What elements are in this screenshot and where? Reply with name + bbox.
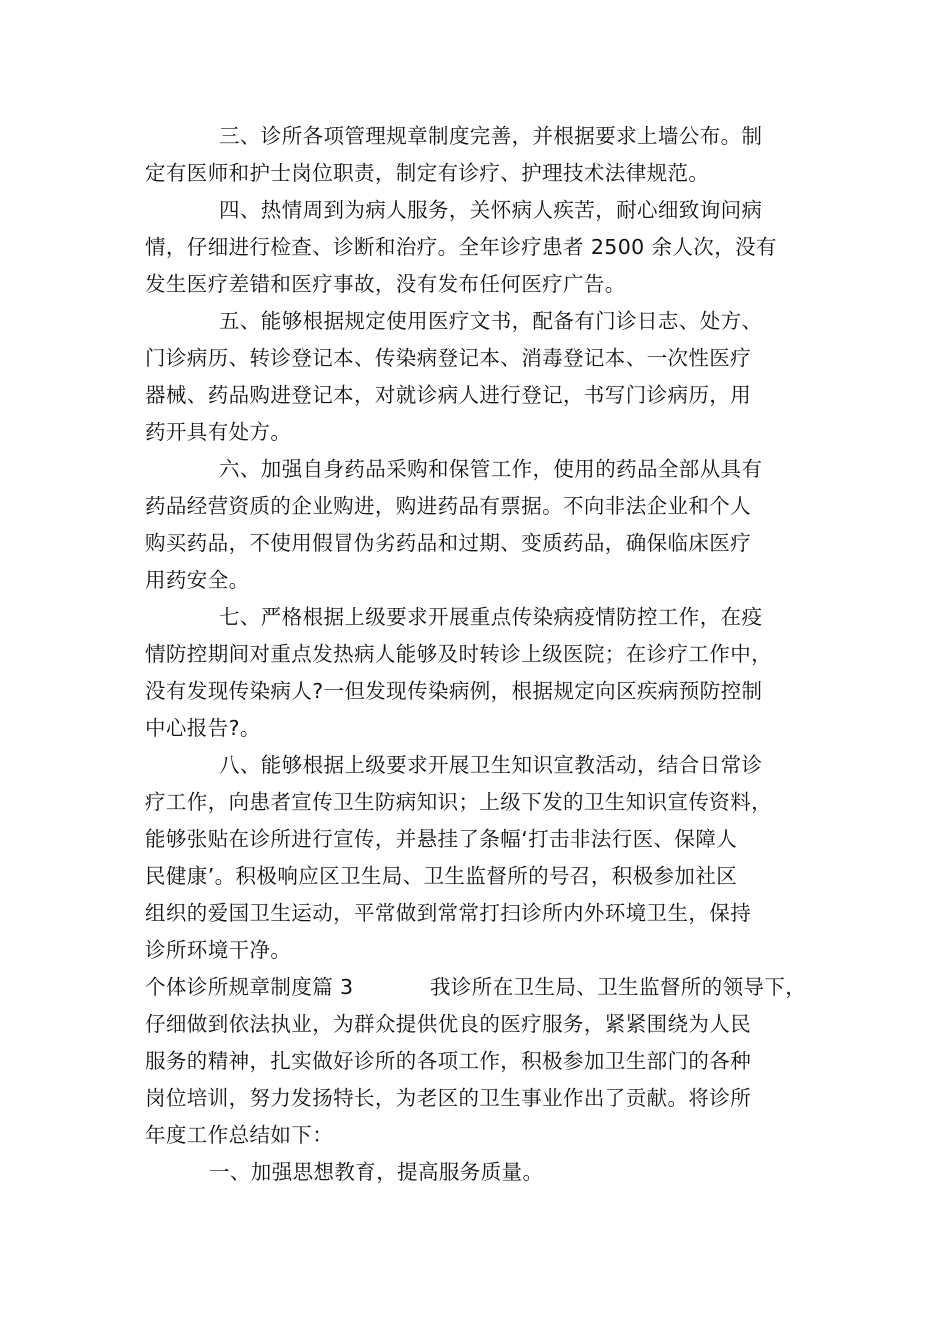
paragraph-7-line-3: 没有发现传染病人?一但发现传染病例，根据规定向区疾病预防控制 <box>145 679 763 703</box>
paragraph-5-line-4: 药开具有处方。 <box>145 420 292 444</box>
subsection-heading-1: 一、加强思想教育，提高服务质量。 <box>209 1160 544 1184</box>
section-intro-line-3: 服务的精神，扎实做好诊所的各项工作，积极参加卫生部门的各种 <box>145 1049 752 1073</box>
paragraph-8-line-5: 组织的爱国卫生运动，平常做到常常打扫诊所内外环境卫生，保持 <box>145 901 752 925</box>
section-intro-line-5: 年度工作总结如下： <box>145 1123 334 1147</box>
paragraph-4-line-3: 发生医疗差错和医疗事故，没有发布任何医疗广告。 <box>145 272 626 296</box>
paragraph-8-line-4: 民健康’。积极响应区卫生局、卫生监督所的号召，积极参加社区 <box>145 864 738 888</box>
section-intro-line-2: 仔细做到依法执业，为群众提供优良的医疗服务，紧紧围绕为人民 <box>145 1012 752 1036</box>
section-heading: 个体诊所规章制度篇 3 <box>145 975 354 999</box>
paragraph-8-line-2: 疗工作，向患者宣传卫生防病知识；上级下发的卫生知识宣传资料， <box>145 790 772 814</box>
paragraph-3-line-2: 定有医师和护士岗位职责，制定有诊疗、护理技术法律规范。 <box>145 161 710 185</box>
paragraph-7-line-4: 中心报告?。 <box>145 716 261 740</box>
paragraph-6-line-4: 用药安全。 <box>145 568 250 592</box>
paragraph-3-line-1: 三、诊所各项管理规章制度完善，并根据要求上墙公布。制 <box>219 124 763 148</box>
paragraph-7-line-1: 七、严格根据上级要求开展重点传染病疫情防控工作，在疫 <box>219 605 763 629</box>
document-body <box>145 118 805 1191</box>
paragraph-6-line-2: 药品经营资质的企业购进，购进药品有票据。不向非法企业和个人 <box>145 494 752 518</box>
paragraph-6-line-1: 六、加强自身药品采购和保管工作，使用的药品全部从具有 <box>219 457 763 481</box>
section-intro-line-4: 岗位培训，努力发扬特长，为老区的卫生事业作出了贡献。将诊所 <box>145 1086 752 1110</box>
paragraph-8-line-6: 诊所环境干净。 <box>145 938 292 962</box>
paragraph-7-line-2: 情防控期间对重点发热病人能够及时转诊上级医院；在诊疗工作中， <box>145 642 772 666</box>
paragraph-5-line-3: 器械、药品购进登记本，对就诊病人进行登记，书写门诊病历，用 <box>145 383 752 407</box>
paragraph-8-line-3: 能够张贴在诊所进行宣传，并悬挂了条幅‘打击非法行医、保障人 <box>145 827 738 851</box>
paragraph-6-line-3: 购买药品，不使用假冒伪劣药品和过期、变质药品，确保临床医疗 <box>145 531 752 555</box>
paragraph-4-line-2: 情，仔细进行检查、诊断和治疗。全年诊疗患者 2500 余人次，没有 <box>145 235 777 259</box>
paragraph-5-line-2: 门诊病历、转诊登记本、传染病登记本、消毒登记本、一次性医疗 <box>145 346 752 370</box>
paragraph-5-line-1: 五、能够根据规定使用医疗文书，配备有门诊日志、处方、 <box>219 309 763 333</box>
section-intro-start: 我诊所在卫生局、卫生监督所的领导下， <box>430 975 807 999</box>
section-heading-line <box>145 969 805 1006</box>
paragraph-8-line-1: 八、能够根据上级要求开展卫生知识宣教活动，结合日常诊 <box>219 753 763 777</box>
paragraph-4-line-1: 四、热情周到为病人服务，关怀病人疾苦，耐心细致询问病 <box>219 198 763 222</box>
